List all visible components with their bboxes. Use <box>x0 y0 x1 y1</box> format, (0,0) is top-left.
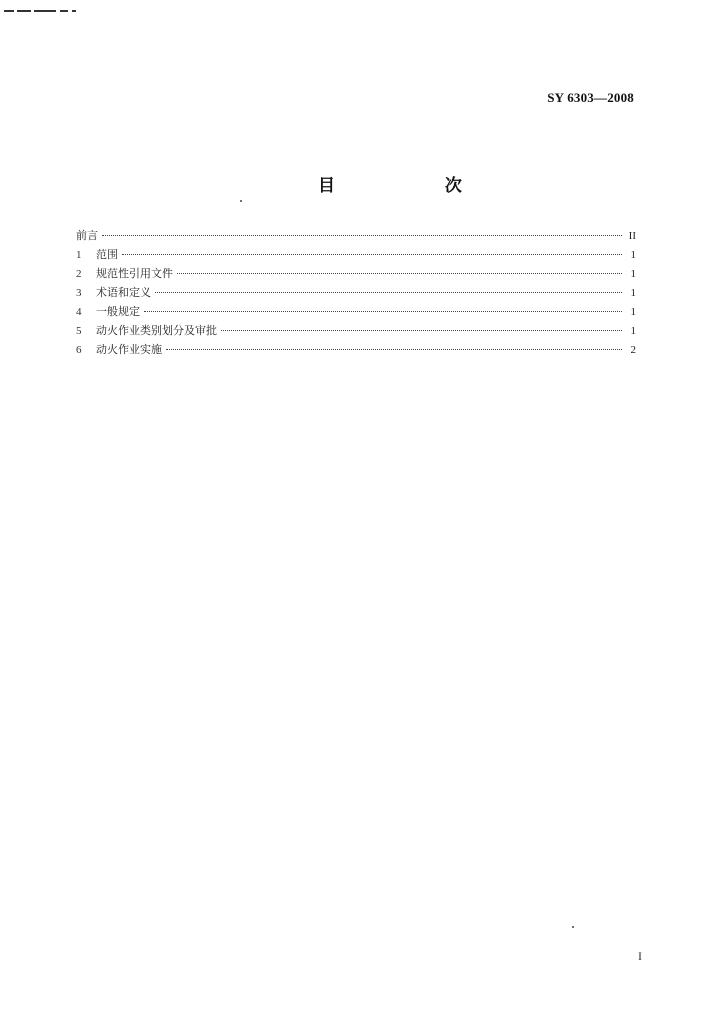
toc-entry-label: 动火作业实施 <box>96 343 162 356</box>
page-title: 目 次 <box>318 176 514 196</box>
toc-entry-hot-work-implementation[interactable] <box>76 340 636 359</box>
toc-entry-number: 4 <box>76 306 82 318</box>
toc-dot-leader <box>177 273 622 274</box>
toc-entry-scope[interactable] <box>76 245 636 264</box>
toc-dot-leader <box>122 254 622 255</box>
toc-entry-number: 3 <box>76 287 82 299</box>
toc-entry-number: 1 <box>76 249 82 261</box>
toc-entry-label: 规范性引用文件 <box>96 267 173 280</box>
toc-entry-page: 1 <box>630 325 636 337</box>
toc-entry-general-provisions[interactable] <box>76 302 636 321</box>
toc-entry-label: 动火作业类别划分及审批 <box>96 324 217 337</box>
toc-entry-page: 1 <box>630 306 636 318</box>
page-number: I <box>638 949 642 963</box>
toc-entry-number: 2 <box>76 268 82 280</box>
toc-entry-foreword[interactable] <box>76 226 636 245</box>
toc-entry-page: 2 <box>630 344 636 356</box>
toc-dot-leader <box>144 311 622 312</box>
scan-speck <box>572 926 574 928</box>
table-of-contents <box>76 226 636 359</box>
toc-entry-normative-references[interactable] <box>76 264 636 283</box>
toc-entry-hot-work-classification[interactable] <box>76 321 636 340</box>
toc-entry-label: 前言 <box>76 229 98 242</box>
toc-entry-label: 术语和定义 <box>96 286 151 299</box>
toc-entry-label: 一般规定 <box>96 305 140 318</box>
scan-artifact <box>0 0 110 18</box>
toc-entry-page: II <box>628 230 636 242</box>
toc-dot-leader <box>166 349 622 350</box>
toc-entry-number: 5 <box>76 325 82 337</box>
toc-entry-page: 1 <box>630 268 636 280</box>
toc-dot-leader <box>102 235 622 236</box>
toc-dot-leader <box>155 292 622 293</box>
toc-dot-leader <box>221 330 622 331</box>
toc-entry-terms-definitions[interactable] <box>76 283 636 302</box>
scan-speck <box>240 200 242 202</box>
toc-entry-label: 范围 <box>96 248 118 261</box>
toc-entry-page: 1 <box>630 249 636 261</box>
document-code: SY 6303—2008 <box>547 90 634 105</box>
toc-entry-number: 6 <box>76 344 82 356</box>
toc-entry-page: 1 <box>630 287 636 299</box>
